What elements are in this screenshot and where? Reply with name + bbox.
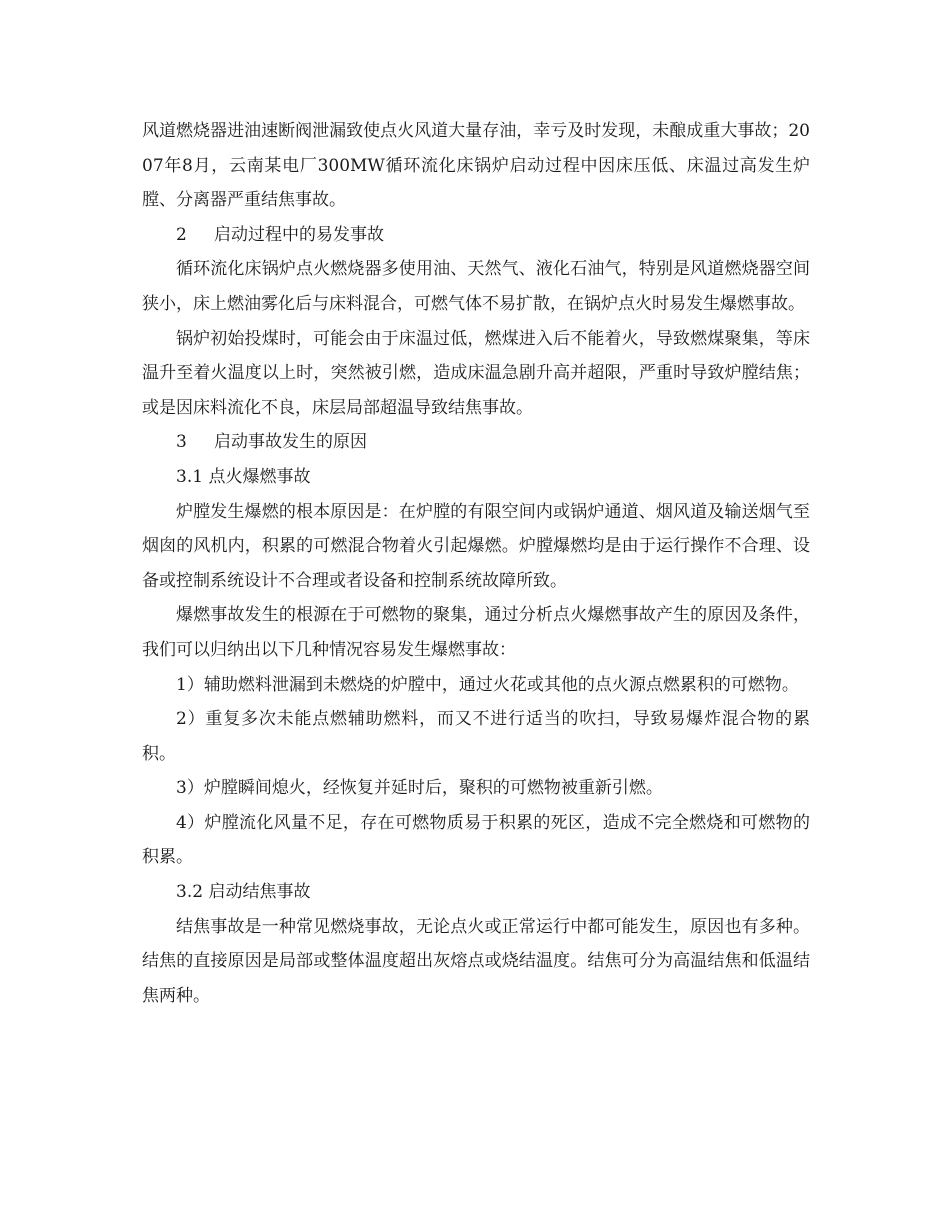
subsection-heading-3-1: 3.1 点火爆燃事故 [176, 466, 311, 487]
paragraph-coking: 结焦事故是一种常见燃烧事故，无论点火或正常运行中都可能发生，原因也有多种。结焦的直接原因是局部或整体温度超出灰熔点或烧结温度。结焦可分为高温结焦和低温结焦两种。 [142, 916, 810, 1006]
paragraph-explosion-conditions: 爆燃事故发生的根源在于可燃物的聚集，通过分析点火爆燃事故产生的原因及条件，我们可以归纳出以下几种情况容易发生爆燃事故： [142, 605, 810, 660]
paragraph-explosion-cause: 炉膛发生爆燃的根本原因是：在炉膛的有限空间内或锅炉通道、烟风道及输送烟气至烟囱的风机内，积累的可燃混合物着火引起爆燃。炉膛爆燃均是由于运行操作不合理、设备或控制系统设计不合理或者设备和控制系统故障所致。 [142, 501, 810, 591]
list-item-4: 4）炉膛流化风量不足，存在可燃物质易于积累的死区，造成不完全燃烧和可燃物的积累。 [142, 812, 810, 868]
section-title-3: 启动事故发生的原因 [214, 432, 367, 453]
section-heading-2 [142, 218, 810, 253]
section-number-2: 2 [176, 224, 187, 245]
list-item-3: 3）炉膛瞬间熄火，经恢复并延时后，聚积的可燃物被重新引燃。 [176, 778, 663, 799]
subsection-heading-3-2: 3.2 启动结焦事故 [176, 882, 311, 903]
paragraph-coal-feeding: 锅炉初始投煤时，可能会由于床温过低，燃煤进入后不能着火，导致燃煤聚集，等床温升至着火温度以上时，突然被引燃，造成床温急剧升高并超限，严重时导致炉膛结焦；或是因床料流化不良，床层局部超温导致结焦事故。 [142, 328, 810, 418]
section-title-2: 启动过程中的易发事故 [214, 224, 384, 245]
section-number-3: 3 [176, 432, 187, 453]
list-item-1: 1）辅助燃料泄漏到未燃烧的炉膛中，通过火花或其他的点火源点燃累积的可燃物。 [176, 674, 799, 695]
paragraph-accident-cases: 风道燃烧器进油速断阀泄漏致使点火风道大量存油，幸亏及时发现，未酿成重大事故；2007年8月，云南某电厂300MW循环流化床锅炉启动过程中因床压低、床温过高发生炉膛、分离器严重结焦事故。 [142, 121, 810, 211]
list-item-2: 2）重复多次未能点燃辅助燃料，而又不进行适当的吹扫，导致易爆炸混合物的累积。 [142, 709, 810, 764]
section-heading-3 [142, 425, 810, 460]
document-page [142, 114, 810, 1013]
paragraph-ignition-burners: 循环流化床锅炉点火燃烧器多使用油、天然气、液化石油气，特别是风道燃烧器空间狭小，床上燃油雾化后与床料混合，可燃气体不易扩散，在锅炉点火时易发生爆燃事故。 [142, 259, 810, 314]
